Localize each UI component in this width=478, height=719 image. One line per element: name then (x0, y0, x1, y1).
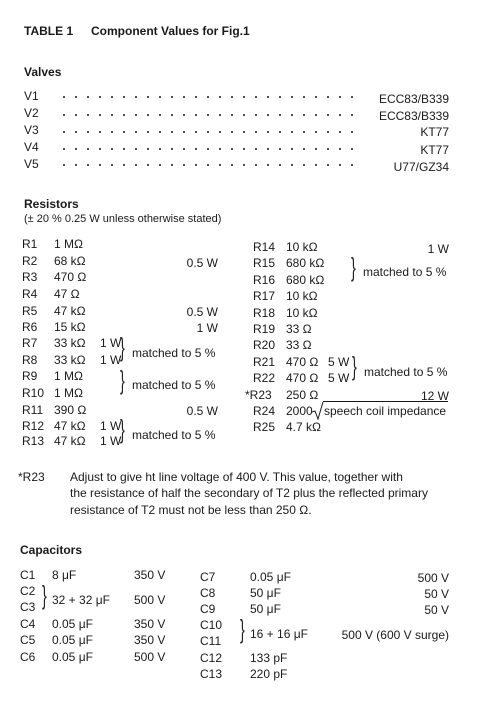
capacitor-value: 0.05 μF (52, 650, 93, 664)
resistors-note: (± 20 % 0.25 W unless otherwise stated) (24, 213, 222, 225)
resistor-ref: R10 (22, 386, 45, 400)
capacitor-rating: 50 V (424, 587, 449, 601)
resistor-ref: R16 (253, 273, 276, 287)
capacitor-ref: C4 (20, 617, 36, 631)
resistor-value: 33 Ω (286, 322, 312, 336)
capacitors-heading: Capacitors (20, 543, 83, 557)
resistor-ref: R8 (22, 353, 38, 367)
valve-value: ECC83/B339 (378, 92, 449, 106)
capacitor-value: 0.05 μF (52, 633, 93, 647)
resistor-value: 33 Ω (286, 338, 312, 352)
group-label: matched to 5 % (364, 365, 448, 379)
resistor-rating: 1 W (100, 434, 122, 448)
capacitor-rating: 500 V (600 V surge) (341, 628, 449, 642)
capacitor-ref: C13 (200, 667, 223, 681)
resistor-value: 10 kΩ (286, 240, 318, 254)
resistor-value: 1 MΩ (54, 237, 83, 251)
valve-value: KT77 (420, 125, 449, 139)
resistor-value: 2000 (286, 404, 313, 418)
capacitor-ref: C7 (200, 570, 216, 584)
leader-dots (58, 114, 358, 116)
resistor-ref: R15 (253, 256, 276, 270)
valve-ref: V2 (24, 106, 39, 120)
resistor-value: 250 Ω (286, 388, 319, 402)
resistor-value: 470 Ω (286, 355, 319, 369)
resistor-rating: 5 W (328, 371, 350, 385)
resistor-value: 47 kΩ (54, 419, 86, 433)
resistor-value: 47 kΩ (54, 304, 86, 318)
resistor-rating: 5 W (328, 355, 350, 369)
group-brace: } (120, 365, 125, 395)
capacitor-rating: 350 V (134, 633, 166, 647)
table-number: TABLE 1 (24, 24, 74, 38)
resistor-value: 680 kΩ (286, 273, 325, 287)
valve-value: KT77 (420, 143, 449, 157)
resistor-rating: speech coil impedance (324, 404, 447, 418)
leader-dots (58, 96, 358, 98)
leader-dots (58, 164, 358, 166)
capacitor-value: 0.05 μF (250, 570, 291, 584)
capacitor-ref: C12 (200, 651, 223, 665)
square-root-icon (312, 401, 324, 420)
resistor-rating: 1 W (196, 321, 218, 335)
capacitor-ref: C10 (200, 618, 223, 632)
resistor-rating: 1 W (100, 353, 122, 367)
group-label: matched to 5 % (132, 346, 216, 360)
capacitor-ref: C3 (20, 600, 36, 614)
valve-ref: V3 (24, 123, 39, 137)
group-brace: } (120, 332, 125, 362)
resistors-heading: Resistors (24, 197, 79, 211)
resistor-value: 470 Ω (286, 371, 319, 385)
group-brace: } (352, 351, 357, 381)
resistor-ref: R6 (22, 320, 38, 334)
capacitor-value: 16 + 16 μF (250, 627, 308, 641)
resistor-ref: R4 (22, 287, 38, 301)
capacitor-rating: 500 V (417, 571, 449, 585)
resistor-rating: 1 W (100, 419, 122, 433)
capacitor-value: 50 μF (250, 586, 281, 600)
resistor-value: 4.7 kΩ (286, 420, 321, 434)
group-brace: } (120, 414, 125, 444)
resistor-ref: R9 (22, 369, 38, 383)
resistor-rating: 1 W (100, 336, 122, 350)
capacitor-ref: C1 (20, 568, 36, 582)
resistor-ref: R14 (253, 240, 276, 254)
group-label: matched to 5 % (132, 378, 216, 392)
capacitor-ref: C2 (20, 584, 36, 598)
resistor-value: 68 kΩ (54, 254, 86, 268)
resistor-value: 470 Ω (54, 270, 87, 284)
resistor-ref: *R23 (245, 388, 272, 402)
resistor-value: 33 kΩ (54, 336, 86, 350)
capacitor-ref: C11 (200, 634, 222, 648)
footnote-line: the resistance of half the secondary of T2 plus the reflected primary (70, 486, 428, 500)
resistor-ref: R7 (22, 336, 38, 350)
resistor-rating: 0.5 W (186, 305, 218, 319)
capacitor-value: 50 μF (250, 602, 281, 616)
group-brace: } (351, 252, 356, 282)
resistor-ref: R5 (22, 304, 38, 318)
capacitor-ref: C6 (20, 650, 36, 664)
capacitor-ref: C9 (200, 602, 216, 616)
resistor-ref: R22 (253, 371, 276, 385)
resistor-value: 680 kΩ (286, 256, 325, 270)
resistor-ref: R2 (22, 254, 38, 268)
resistor-ref: R18 (253, 306, 276, 320)
resistor-ref: R3 (22, 270, 38, 284)
group-brace: } (240, 614, 245, 644)
resistor-value: 390 Ω (54, 403, 87, 417)
resistor-ref: R20 (253, 338, 276, 352)
group-brace: } (42, 580, 47, 610)
capacitor-rating: 50 V (424, 603, 449, 617)
resistor-value: 47 Ω (54, 287, 80, 301)
capacitor-rating: 350 V (134, 568, 166, 582)
group-label: matched to 5 % (132, 428, 216, 442)
footnote-ref: *R23 (18, 470, 45, 484)
resistor-value: 47 kΩ (54, 434, 86, 448)
leader-dots (58, 131, 358, 133)
resistor-rating: 12 W (420, 389, 449, 403)
resistor-value: 33 kΩ (54, 353, 86, 367)
resistor-ref: R1 (22, 237, 38, 251)
root-overline (323, 401, 448, 402)
capacitor-value: 133 pF (250, 651, 288, 665)
capacitor-value: 8 μF (52, 568, 77, 582)
leader-dots (58, 148, 358, 150)
group-label: matched to 5 % (363, 265, 447, 279)
capacitor-value: 32 + 32 μF (52, 593, 110, 607)
capacitor-ref: C5 (20, 633, 36, 647)
resistor-value: 10 kΩ (286, 289, 318, 303)
resistor-rating: 1 W (427, 242, 449, 256)
capacitor-value: 220 pF (250, 667, 288, 681)
resistor-ref: R19 (253, 322, 276, 336)
resistor-ref: R12 (22, 419, 45, 433)
resistor-ref: R13 (22, 434, 45, 448)
resistor-rating: 0.5 W (186, 256, 218, 270)
resistor-value: 1 MΩ (54, 386, 83, 400)
resistor-ref: R17 (253, 289, 276, 303)
valve-ref: V4 (24, 140, 39, 154)
resistor-value: 10 kΩ (286, 306, 318, 320)
resistor-rating: 0.5 W (186, 404, 218, 418)
table-title: Component Values for Fig.1 (91, 24, 250, 38)
valve-ref: V5 (24, 157, 39, 171)
resistor-value: 1 MΩ (54, 369, 83, 383)
resistor-ref: R11 (22, 403, 44, 417)
capacitor-rating: 500 V (134, 593, 166, 607)
capacitor-rating: 350 V (134, 617, 166, 631)
resistor-ref: R25 (253, 420, 276, 434)
capacitor-value: 0.05 μF (52, 617, 93, 631)
capacitor-ref: C8 (200, 586, 216, 600)
resistor-value: 15 kΩ (54, 320, 86, 334)
valve-value: U77/GZ34 (393, 160, 449, 174)
valves-heading: Valves (24, 65, 62, 79)
capacitor-rating: 500 V (134, 650, 166, 664)
valve-value: ECC83/B339 (378, 109, 449, 123)
footnote-line: resistance of T2 must not be less than 250 Ω. (70, 503, 312, 517)
footnote-line: Adjust to give ht line voltage of 400 V. This value, together with (70, 470, 403, 484)
valve-ref: V1 (24, 89, 39, 103)
resistor-ref: R24 (253, 404, 276, 418)
resistor-ref: R21 (253, 355, 276, 369)
